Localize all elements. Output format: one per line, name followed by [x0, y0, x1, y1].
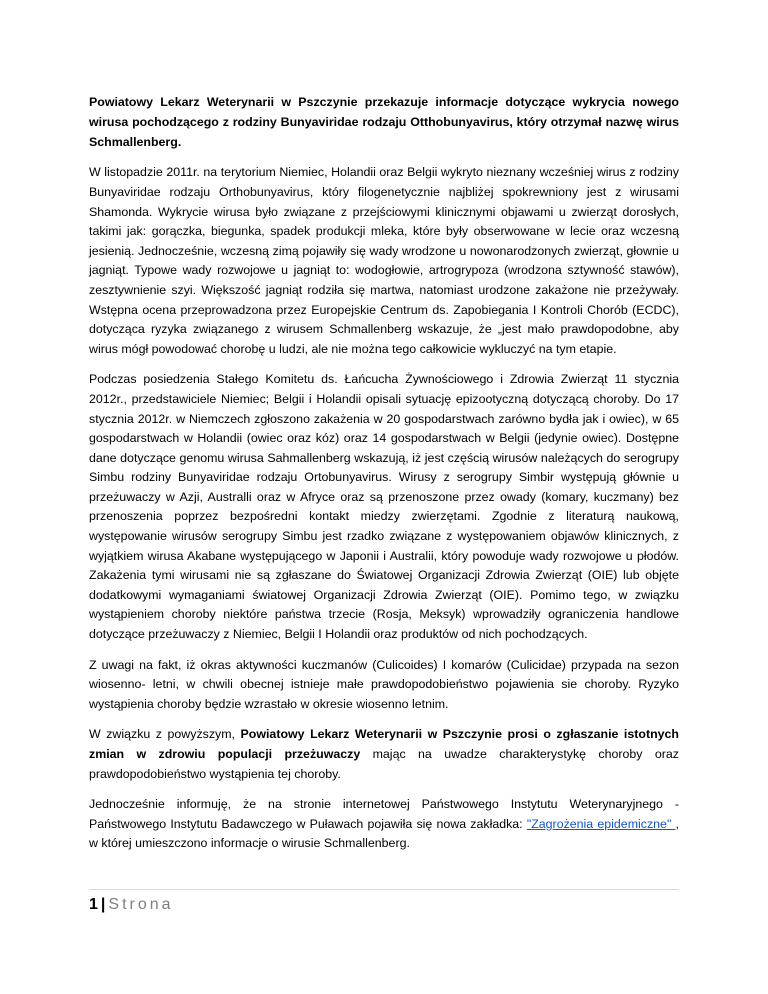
paragraph-website-info [89, 795, 679, 854]
page-footer [89, 894, 174, 916]
paragraph-reporting-request [89, 725, 679, 784]
footer-separator: | [100, 896, 106, 913]
paragraph-vector-activity: Z uwagi na fakt, iż okras aktywności kuczmanów (Culicoides) I komarów (Culicidae) przypada na sezon wiosenno- letni, w chwili obecnej istnieje małe prawdopodobieństwo pojawienia sie choroby. Ryzyko wystąpienia choroby będzie wzrastało w okresie wiosenno letnim. [89, 657, 679, 711]
reporting-request-bold: Powiatowy Lekarz Weterynarii w Pszczynie prosi o zgłaszanie istotnych zmian w zdrowiu populacji przeżuwaczy [89, 727, 679, 762]
paragraph-committee-meeting: Podczas posiedzenia Stałego Komitetu ds. Łańcucha Żywnościowego i Zdrowia Zwierząt 11 stycznia 2012r., przedstawiciele Niemiec; Belgii i Holandii opisali sytuację epizootyczną dotyczącą choroby. Do 17 stycznia 2012r. w Niemczech zgłoszono zakażenia w 20 gospodarstwach zarówno bydła jak i owiec), w 65 gospodarstwach w Holandii (owiec oraz kóz) oraz 14 gospodarstwach w Belgii (jedynie owiec). Dostępne dane dotyczące genomu wirusa Sahmallenberg wskazują, iż jest częścią wirusów należących do serogrupy Simbu rodziny Bunyaviridae rodzaju Ortobunyavirus. Wirusy z serogrupy Simbir występują głównie u przeżuwaczy w Azji, Australli oraz w Afryce oraz są przenoszone przez owady (komary, kuczmany) bez przenoszenia poprzez bezpośredni kontakt miedzy zwierzętami. Zgodnie z literaturą naukową, występowanie wirusów serogrupy Simbu jest rzadko związane z występowaniem objawów klinicznych, z wyjątkiem wirusa Akabane występującego w Japonii i Australii, który powoduje wady rozwojowe u płodów. Zakażenia tymi wirusami nie są zgłaszane do Światowej Organizacji Zdrowia Zwierząt (OIE) lub objęte dodatkowymi wymaganiami światowej Organizacji Zdrowia Zwierząt (OIE). Pomimo tego, w związku wystąpieniem choroby niektóre państwa trzecie (Rosja, Meksyk) wprowadziły ograniczenia handlowe dotyczące przeżuwaczy z Niemiec, Belgii I Holandii oraz produktów od nich pochodzących. [89, 372, 679, 642]
reporting-request-prefix: W związku z powyższym, [89, 727, 241, 742]
page-label: Strona [108, 896, 174, 913]
paragraph-discovery: W listopadzie 2011r. na terytorium Niemiec, Holandii oraz Belgii wykryto nieznany wcześniej wirus z rodziny Bunyaviridae rodzaju Orthobunyavirus, który filogenetycznie najbliżej spokrewniony jest z wirusami Shamonda. Wykrycie wirusa było związane z przejściowymi klinicznymi objawami u zwierząt dorosłych, takimi jak: gorączka, biegunka, spadek produkcji mleka, które były obserwowane w lecie oraz wczesną jesienią. Jednocześnie, wczesną zimą pojawiły się wady wrodzone u nowonarodzonych zwierząt, głownie u jagniąt. Typowe wady rozwojowe u jagniąt to: wodogłowie, artrogrypoza (wrodzona sztywność stawów), zesztywnienie szyi. Większość jagniąt rodziła się martwa, natomiast urodzone zakażone nie przeżywały. Wstępna ocena przeprowadzona przez Europejskie Centrum ds. Zapobiegania I Kontroli Chorób (ECDC), dotycząca ryzyka związanego z wirusem Schmallenberg wskazuje, że „jest mało prawdopodobne, aby wirus mógł powodować chorobę u ludzi, ale nie można tego całkowicie wykluczyć na tym etapie. [89, 165, 679, 356]
epidemic-threats-link[interactable]: "Zagrożenia epidemiczne" [526, 816, 676, 831]
footer-divider [89, 889, 679, 890]
document-body [89, 93, 679, 865]
document-heading: Powiatowy Lekarz Weterynarii w Pszczynie przekazuje informacje dotyczące wykrycia nowego wirusa pochodzącego z rodziny Bunyaviridae rodzaju Otthobunyavirus, który otrzymał nazwę wirus Schmallenberg. [89, 95, 679, 149]
website-info-prefix: Jednocześnie informuję, że na stronie internetowej Państwowego Instytutu Weterynaryjnego - Państwowego Instytutu Badawczego w Puławach pojawiła się nowa zakładka: [89, 797, 679, 831]
reporting-request-suffix: mając na uwadze charakterystykę choroby oraz prawdopodobieństwo wystąpienia tej choroby. [89, 747, 679, 781]
website-info-suffix: , w której umieszczono informacje o wirusie Schmallenberg. [89, 816, 679, 851]
page-number: 1 [89, 896, 98, 913]
